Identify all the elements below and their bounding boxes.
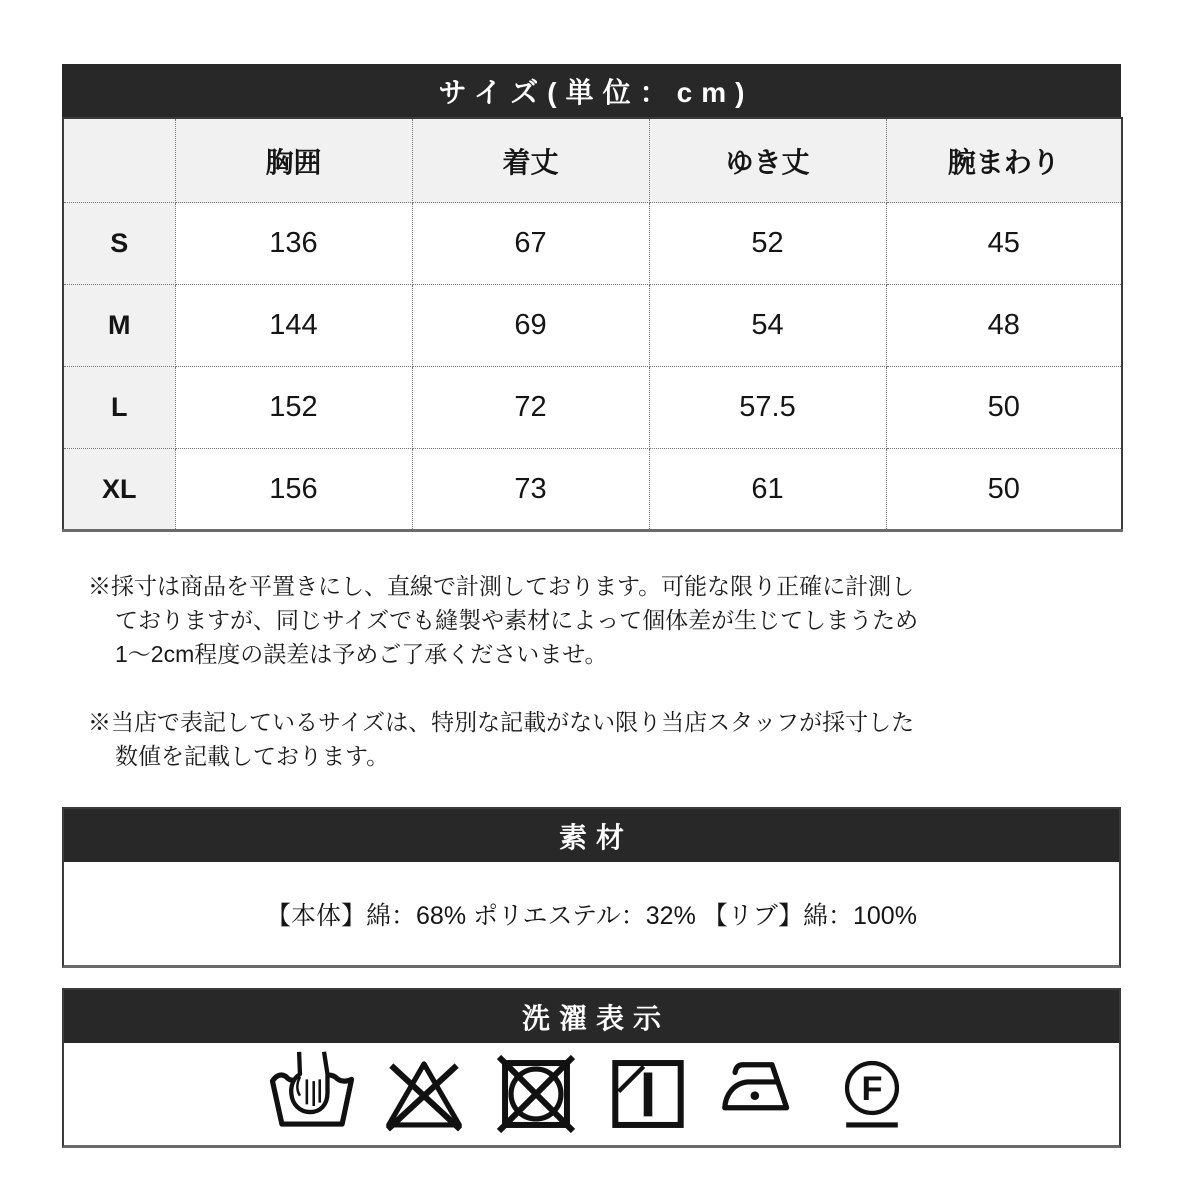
material-title: 素材 (558, 821, 633, 853)
corner-cell (63, 118, 175, 203)
content-column (62, 64, 1121, 1148)
hand-wash-icon (269, 1050, 355, 1138)
column-header-sleeve: ゆき丈 (649, 118, 886, 203)
note-line: ※当店で表記しているサイズは、特別な記載がない限り当店スタッフが採寸した (88, 709, 915, 735)
size-label: XL (63, 449, 175, 531)
size-cell: 136 (175, 203, 412, 285)
material-body (64, 862, 1119, 965)
laundry-title: 洗濯表示 (521, 1002, 670, 1034)
f-letter: F (860, 1070, 883, 1109)
size-label: S (63, 203, 175, 285)
iron-low-heat-icon (717, 1050, 803, 1138)
laundry-title-bar (64, 990, 1119, 1043)
material-title-bar (64, 809, 1119, 862)
professional-dry-clean-f-icon (829, 1050, 915, 1138)
size-cell: 67 (412, 203, 649, 285)
sizing-note (62, 705, 1121, 773)
size-cell: 50 (886, 367, 1122, 449)
size-cell: 156 (175, 449, 412, 531)
size-label: M (63, 285, 175, 367)
size-cell: 45 (886, 203, 1122, 285)
note-line: 1〜2cm程度の誤差は予めご了承くださいませ。 (115, 641, 608, 667)
table-row-l (63, 367, 1122, 449)
do-not-tumble-dry-icon (493, 1050, 579, 1138)
column-header-length: 着丈 (412, 118, 649, 203)
size-cell: 152 (175, 367, 412, 449)
size-cell: 72 (412, 367, 649, 449)
material-section (62, 807, 1121, 968)
size-cell: 50 (886, 449, 1122, 531)
note-line: ておりますが、同じサイズでも縫製や素材によって個体差が生じてしまうため (115, 607, 919, 633)
do-not-bleach-icon (381, 1050, 467, 1138)
size-table (62, 117, 1123, 532)
size-chart-section (62, 64, 1121, 532)
line-dry-in-shade-icon (605, 1050, 691, 1138)
size-cell: 57.5 (649, 367, 886, 449)
care-symbols-row (64, 1043, 1119, 1145)
laundry-section (62, 988, 1121, 1148)
size-cell: 61 (649, 449, 886, 531)
size-cell: 144 (175, 285, 412, 367)
table-row-s (63, 203, 1122, 285)
table-row-m (63, 285, 1122, 367)
table-row-xl (63, 449, 1122, 531)
size-chart-title: サイズ(単位：cm) (438, 76, 754, 108)
measurement-note (62, 569, 1121, 671)
note-line: 数値を記載しております。 (115, 743, 390, 769)
size-table-header-row (63, 118, 1122, 203)
size-cell: 52 (649, 203, 886, 285)
size-cell: 69 (412, 285, 649, 367)
notes (62, 569, 1121, 773)
size-cell: 54 (649, 285, 886, 367)
material-text: 【本体】綿：68% ポリエステル：32% 【リブ】綿：100% (266, 901, 917, 930)
size-cell: 73 (412, 449, 649, 531)
note-line: ※採寸は商品を平置きにし、直線で計測しております。可能な限り正確に計測し (88, 573, 915, 599)
size-label: L (63, 367, 175, 449)
size-chart-title-bar (62, 64, 1121, 117)
size-cell: 48 (886, 285, 1122, 367)
column-header-arm: 腕まわり (886, 118, 1122, 203)
column-header-chest: 胸囲 (175, 118, 412, 203)
